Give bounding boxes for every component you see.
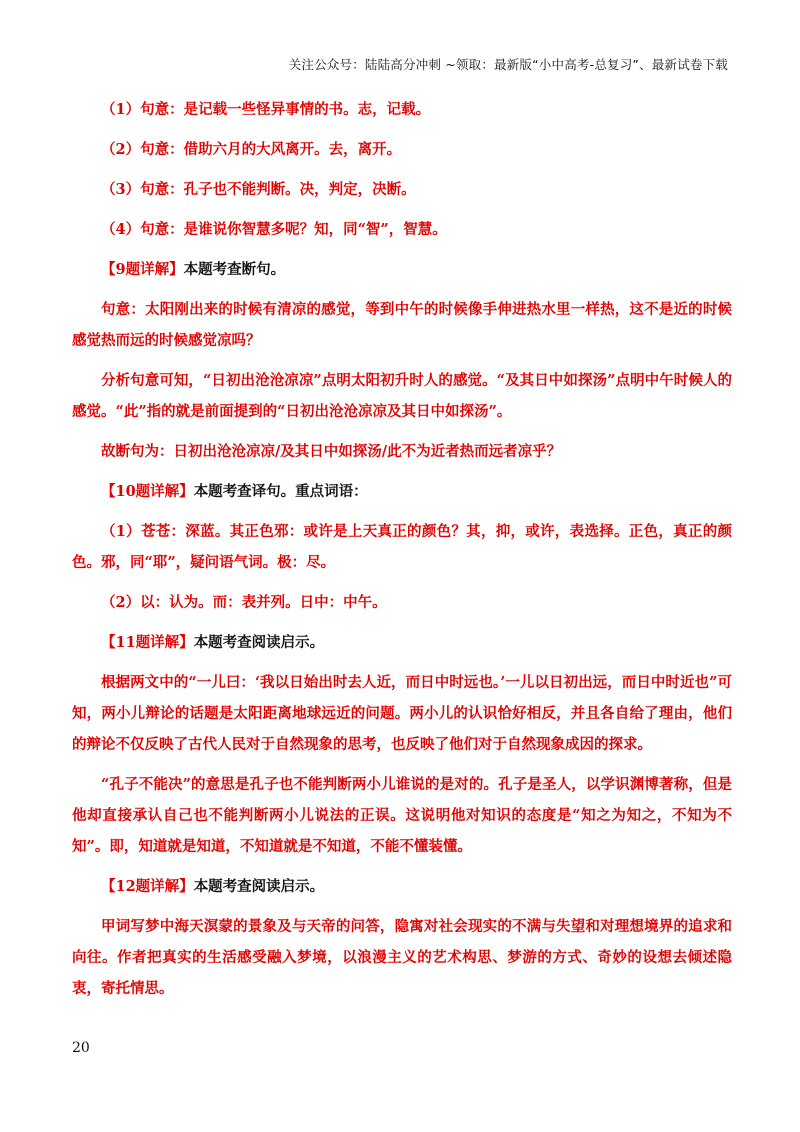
section-label: 【9题详解】 [101,261,184,278]
section-label: 【11题详解】 [101,634,194,651]
paragraph-vocab-1: （1）苍苍：深蓝。其正色邪：或许是上天真正的颜色？其，抑，或许，表选择。正色，真正的颜色。邪，同“耶”，疑问语气词。极：尽。 [72,523,732,571]
section-label: 【12题详解】 [101,878,194,895]
section-desc: 本题考查断句。 [183,261,286,278]
page-header: 关注公众号：陆陆高分冲刺 ~领取：最新版“小中高考-总复习”、最新试卷下载 [288,57,728,72]
section-heading-q9 [72,254,732,285]
section-heading-q10 [72,476,732,507]
paragraph-answer: 故断句为：日初出沧沧凉凉/及其日中如探汤/此不为近者热而远者凉乎？ [101,443,562,460]
section-heading-q11 [72,627,732,658]
section-desc: 本题考查阅读启示。 [193,878,325,895]
paragraph-translation: 句意：太阳刚出来的时候有清凉的感觉，等到中午的时候像手伸进热水里一样热，这不是近的时候感觉热而远的时候感觉凉吗？ [72,301,732,349]
answer-line-2: （2）句意：借助六月的大风离开。去，离开。 [101,141,402,158]
answer-line-4: （4）句意：是谁说你智慧多呢？知，同“智”，智慧。 [101,221,447,238]
answer-line-1: （1）句意：是记载一些怪异事情的书。志，记载。 [101,101,431,118]
section-label: 【10题详解】 [101,483,194,500]
paragraph-confucius: “孔子不能决”的意思是孔子也不能判断两小儿谁说的是对的。孔子是圣人，以学识渊博著称，但是他却直接承认自己也不能判断两小儿说法的正误。这说明他对知识的态度是“知之为知之，不知为不知”。即，知道就是知道，不知道就是不知道，不能不懂装懂。 [72,776,732,855]
section-desc: 本题考查译句。重点词语： [193,483,368,500]
answer-line-3: （3）句意：孔子也不能判断。决，判定，决断。 [101,181,416,198]
document-body [72,94,732,1013]
paragraph-poem-analysis: 甲词写梦中海天溟蒙的景象及与天帝的问答，隐寓对社会现实的不满与失望和对理想境界的追求和向往。作者把真实的生活感受融入梦境，以浪漫主义的艺术构思、梦游的方式、奇妙的设想去倾述隐衷，寄托情思。 [72,918,732,997]
paragraph-debate: 根据两文中的“一儿曰：‘我以日始出时去人近，而日中时远也。’一儿以日初出远，而日中时近也”可知，两小儿辩论的话题是太阳距离地球远近的问题。两小儿的认识恰好相反，并且各自给了理由，他们的辩论不仅反映了古代人民对于自然现象的思考，也反映了他们对于自然现象成因的探求。 [72,674,732,753]
paragraph-vocab-2: （2）以：认为。而：表并列。日中：中午。 [101,594,387,611]
page-number: 20 [72,1040,90,1056]
paragraph-analysis: 分析句意可知，“日初出沧沧凉凉”点明太阳初升时人的感觉。“及其日中如探汤”点明中午时候人的感觉。“此”指的就是前面提到的“日初出沧沧凉凉及其日中如探汤”。 [72,372,732,420]
section-desc: 本题考查阅读启示。 [193,634,325,651]
section-heading-q12 [72,871,732,902]
